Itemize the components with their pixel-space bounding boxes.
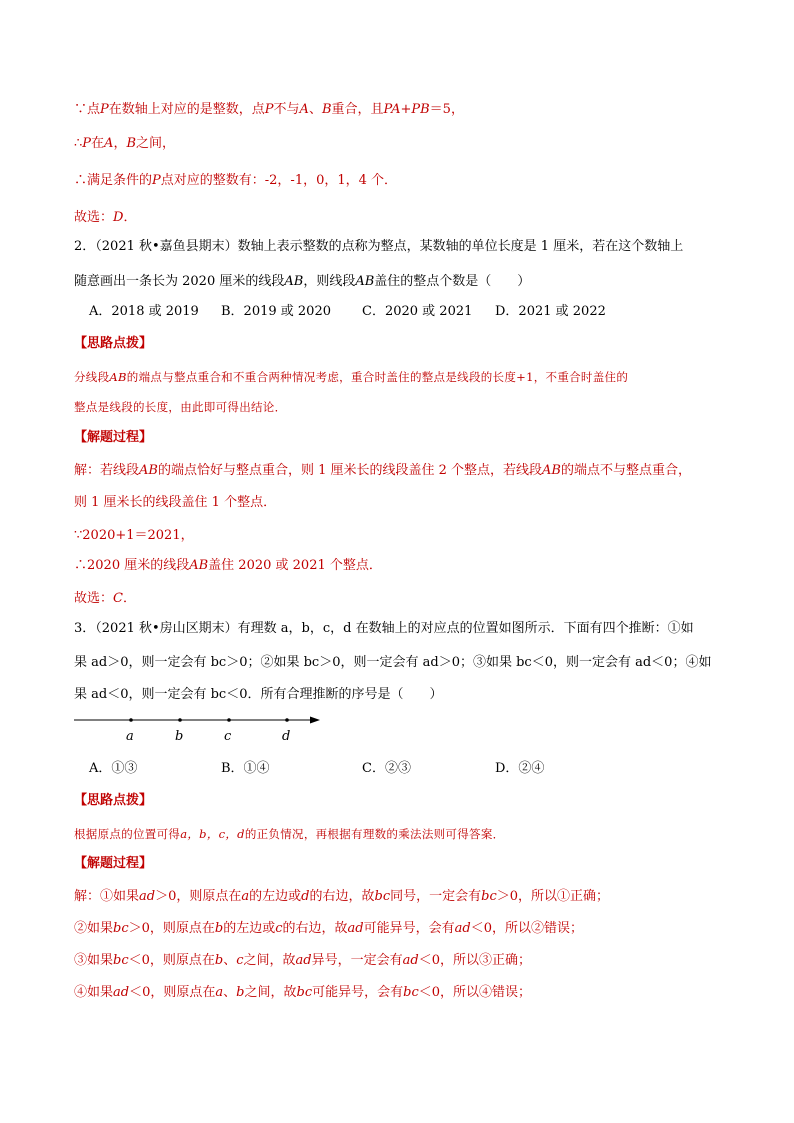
q2-option-b: B．2019 或 2020 <box>221 304 331 319</box>
solution-line-3: ∴满足条件的P点对应的整数有：-2，-1，0，1，4 个． <box>74 173 398 188</box>
q2-solution-line-2: 则 1 厘米长的线段盖住 1 个整点． <box>74 495 277 510</box>
q3-option-d: D．②④ <box>495 761 545 776</box>
point-c-dot <box>227 718 231 722</box>
number-line-arrow <box>310 717 320 724</box>
q3-option-c: C．②③ <box>362 761 411 776</box>
q3-stem-line-2: 果 ad＞0，则一定会有 bc＞0；②如果 bc＞0，则一定会有 ad＞0；③如果 bc＜0，则一定会有 ad＜0；④如 <box>74 655 712 670</box>
point-d-label: d <box>282 729 291 744</box>
point-b-label: b <box>175 729 184 744</box>
q3-solution-line-2: ②如果bc＞0，则原点在b的左边或c的右边，故ad可能异号，会有ad＜0，所以②错误； <box>74 921 583 936</box>
q2-solution-heading: 【解题过程】 <box>74 430 153 445</box>
q2-hint-line-2: 整点是线段的长度，由此即可得出结论． <box>74 400 287 414</box>
q3-option-a: A．①③ <box>89 761 138 776</box>
q3-stem-line-1: 3．（2021 秋•房山区期末）有理数 a，b，c，d 在数轴上的对应点的位置如图所示．下面有四个推断：①如 <box>74 621 694 636</box>
q2-solution-line-3: ∵2020+1＝2021， <box>74 528 194 543</box>
q3-option-b: B．①④ <box>221 761 270 776</box>
q3-solution-heading: 【解题过程】 <box>74 856 153 871</box>
q3-hint-line-1: 根据原点的位置可得a，b，c，d的正负情况，再根据有理数的乘法法则可得答案． <box>74 827 505 841</box>
q2-option-c: C．2020 或 2021 <box>362 304 473 319</box>
q3-solution-line-4: ④如果ad＜0，则原点在a、b之间，故bc可能异号，会有bc＜0，所以④错误； <box>74 985 532 1000</box>
solution-line-2: ∴P在A，B之间， <box>74 136 176 151</box>
solution-line-1: ∵点P在数轴上对应的是整数，点P不与A、B重合，且PA+PB＝5， <box>74 102 464 117</box>
number-line-figure <box>70 708 330 748</box>
q2-solution-line-1: 解：若线段AB的端点恰好与整点重合，则 1 厘米长的线段盖住 2 个整点，若线段AB的端点不与整点重合， <box>74 463 692 478</box>
q2-stem-line-1: 2．（2021 秋•嘉鱼县期末）数轴上表示整数的点称为整点，某数轴的单位长度是 1 厘米，若在这个数轴上 <box>74 239 684 254</box>
q2-answer-line: 故选：C． <box>74 591 136 606</box>
q3-solution-line-1: 解：①如果ad＞0，则原点在a的左边或d的右边，故bc同号，一定会有bc＞0，所以①正确； <box>74 889 610 904</box>
q3-tip-heading: 【思路点拨】 <box>74 793 153 808</box>
point-a-label: a <box>126 729 134 744</box>
q2-tip-heading: 【思路点拨】 <box>74 336 153 351</box>
q2-hint-line-1: 分线段AB的端点与整点重合和不重合两种情况考虑，重合时盖住的整点是线段的长度+1，不重合时盖住的 <box>74 370 629 384</box>
q3-stem-line-3: 果 ad＜0，则一定会有 bc＜0．所有合理推断的序号是（ ） <box>74 687 443 702</box>
q2-solution-line-4: ∴2020 厘米的线段AB盖住 2020 或 2021 个整点． <box>74 558 382 573</box>
answer-line: 故选：D． <box>74 210 137 225</box>
q2-option-d: D．2021 或 2022 <box>495 304 606 319</box>
point-d-dot <box>285 718 289 722</box>
point-a-dot <box>129 718 133 722</box>
point-c-label: c <box>224 729 232 744</box>
q3-solution-line-3: ③如果bc＜0，则原点在b、c之间，故ad异号，一定会有ad＜0，所以③正确； <box>74 953 531 968</box>
q2-stem-line-2: 随意画出一条长为 2020 厘米的线段AB，则线段AB盖住的整点个数是（ ） <box>74 274 531 289</box>
q2-option-a: A．2018 或 2019 <box>89 304 199 319</box>
point-b-dot <box>178 718 182 722</box>
